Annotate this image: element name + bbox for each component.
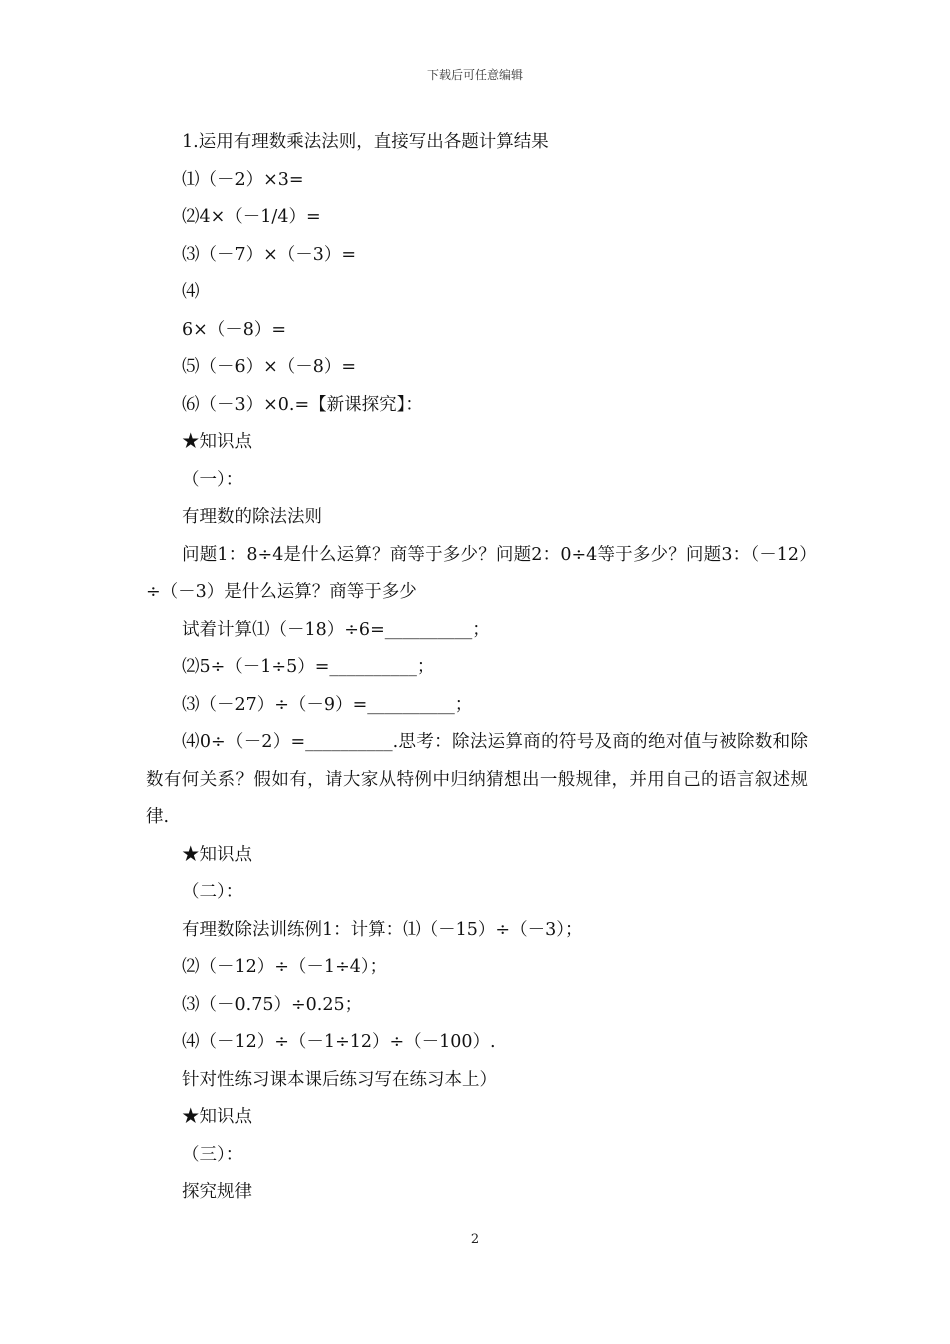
section-label-two: （二）：	[182, 882, 244, 902]
exercise-item-3: ⑶（－7）×（－3）=	[182, 244, 357, 265]
page-header: 下载后可任意编辑	[426, 68, 523, 82]
exercise-item-5: ⑸（－6）×（－8）=	[182, 357, 357, 377]
document-body	[146, 124, 808, 1212]
exercise-item-6: ⑹（－3）×0.=【新课探究】：	[182, 394, 423, 415]
exercise-item-4: 6×（－8）=	[182, 319, 287, 340]
section-title-division-rule: 有理数的除法法则	[182, 507, 322, 527]
example-item-3: ⑶（－0.75）÷0.25；	[182, 994, 363, 1015]
section-label-one: （一）：	[182, 469, 244, 490]
exercise-instruction: 1.运用有理数乘法法则，直接写出各题计算结果	[182, 132, 549, 152]
knowledge-point-heading: ★知识点	[182, 1107, 252, 1127]
example-intro: 有理数除法训练例1：计算：⑴（－15）÷（－3）；	[182, 919, 583, 940]
knowledge-point-heading: ★知识点	[182, 432, 252, 452]
example-item-4: ⑷（－12）÷（－1÷12）÷（－100）.	[182, 1032, 496, 1052]
exercise-item-2: ⑵4×（－1/4）=	[182, 207, 321, 227]
section-title-explore-pattern: 探究规律	[182, 1182, 252, 1202]
practice-item-2: ⑵5÷（－1÷5）=__________；	[182, 657, 435, 677]
question-paragraph: 问题1：8÷4是什么运算？商等于多少？问题2：0÷4等于多少？问题3：（－12）÷（－3）是什么运算？商等于多少	[146, 544, 808, 602]
exercise-item-4-label: ⑷	[182, 282, 200, 302]
knowledge-point-heading: ★知识点	[182, 844, 252, 865]
section-label-three: （三）：	[182, 1144, 244, 1165]
exercise-item-1: ⑴（－2）×3=	[182, 169, 304, 190]
targeted-practice-note: 针对性练习课本课后练习写在练习本上）	[182, 1069, 497, 1090]
example-item-2: ⑵（－12）÷（－1÷4）；	[182, 957, 388, 977]
practice-item-3: ⑶（－27）÷（－9）=__________；	[182, 694, 473, 715]
thinking-paragraph: ⑷0÷（－2）=__________.思考：除法运算商的符号及商的绝对值与被除数和除数有何关系？假如有，请大家从特例中归纳猜想出一般规律，并用自己的语言叙述规律.	[146, 732, 808, 827]
page-number: 2	[470, 1232, 480, 1247]
practice-item-1: 试着计算⑴（－18）÷6=__________；	[182, 619, 490, 640]
